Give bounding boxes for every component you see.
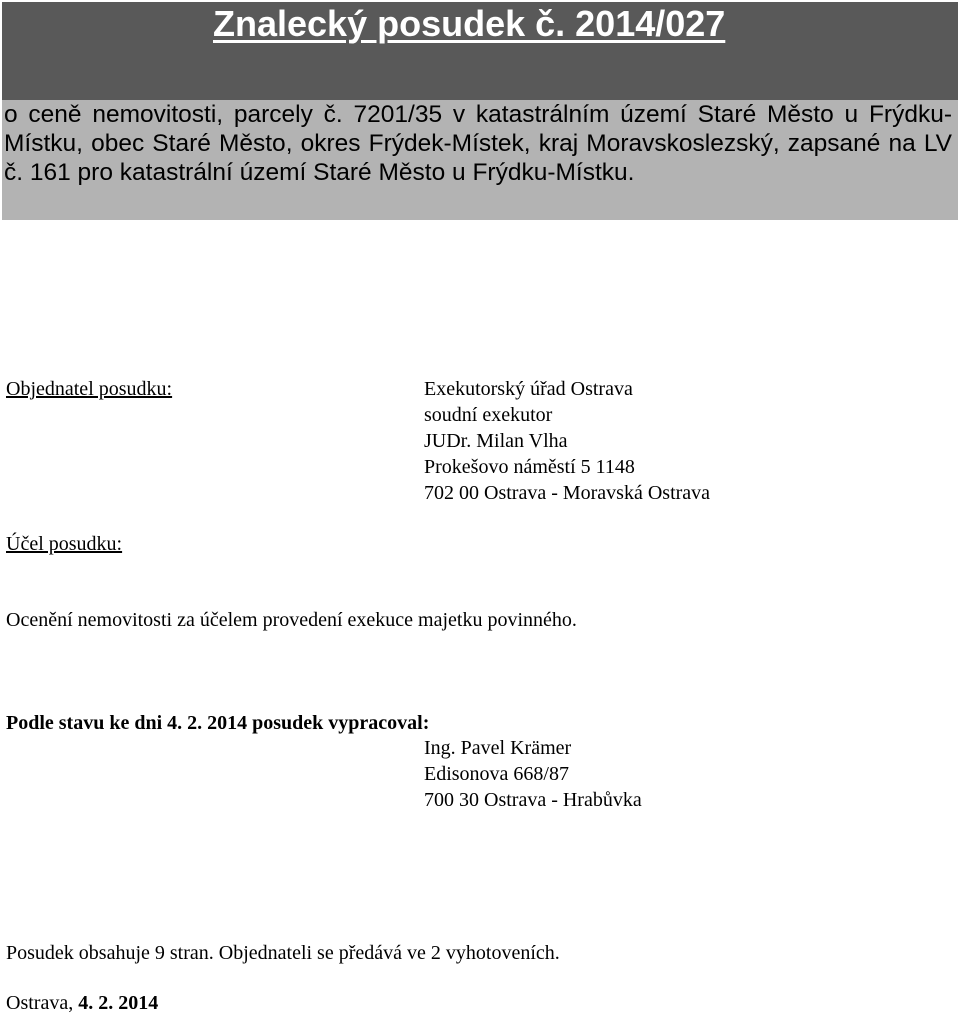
author-line: 700 30 Ostrava - Hrabůvka xyxy=(424,789,642,811)
author-line: Edisonova 668/87 xyxy=(424,763,569,785)
document-subtitle: o ceně nemovitosti, parcely č. 7201/35 v katastrálním území Staré Město u Frýdku-Místku, obec Staré Město, okres Frýdek-Místek, kraj Moravskoslezský, zapsané na LV č. 161 pro katastrální území Staré Město u Frýdku-Místku. xyxy=(4,101,952,186)
purpose-text: Ocenění nemovitosti za účelem provedení exekuce majetku povinného. xyxy=(6,609,577,631)
place-date xyxy=(6,990,158,1016)
client-address xyxy=(424,376,710,506)
author-line: Ing. Pavel Krämer xyxy=(424,737,572,759)
client-line: 702 00 Ostrava - Moravská Ostrava xyxy=(424,482,711,504)
client-line: Exekutorský úřad Ostrava xyxy=(424,378,633,400)
client-label: Objednatel posudku: xyxy=(6,378,173,400)
document-title: Znalecký posudek č. 2014/027 xyxy=(213,3,726,44)
date: 4. 2. 2014 xyxy=(78,992,159,1014)
place: Ostrava, xyxy=(6,992,79,1014)
client-line: soudní exekutor xyxy=(424,404,553,426)
purpose-label: Účel posudku: xyxy=(6,533,123,555)
author-label: Podle stavu ke dni 4. 2. 2014 posudek vypracoval: xyxy=(6,712,430,734)
author-address xyxy=(424,735,642,813)
client-line: JUDr. Milan Vlha xyxy=(424,430,568,452)
pages-note: Posudek obsahuje 9 stran. Objednateli se předává ve 2 vyhotoveních. xyxy=(6,942,560,964)
client-line: Prokešovo náměstí 5 1148 xyxy=(424,456,635,478)
